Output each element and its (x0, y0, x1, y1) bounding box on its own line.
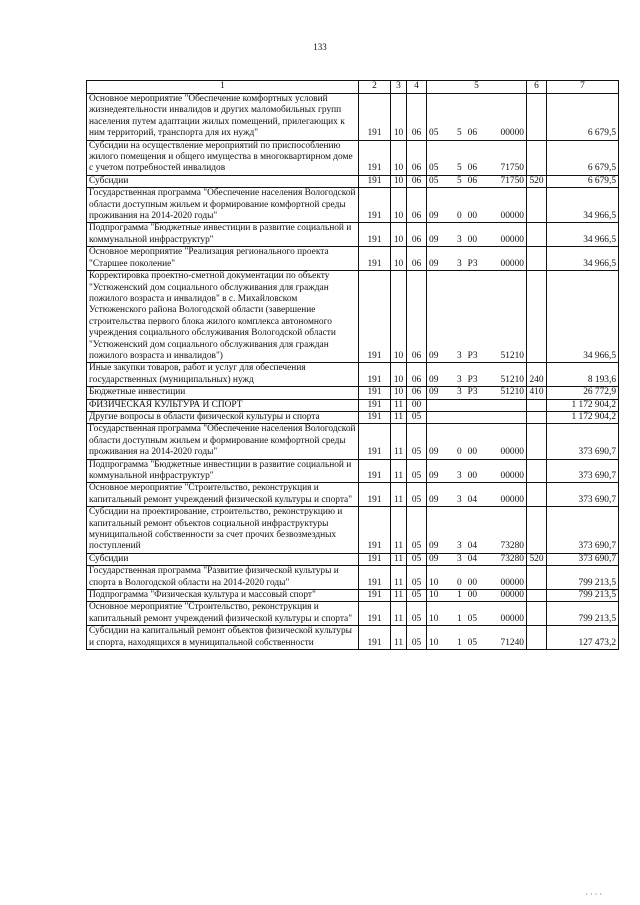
row-name: Субсидии на капитальный ремонт объектов физической культуры и спорта, находящихся в муниципальной собственности (87, 626, 359, 650)
target-subprogram: 3 (456, 374, 462, 385)
target-subprogram: 1 (456, 613, 462, 624)
row-admin-code: 191 (359, 140, 391, 175)
row-section-code: 10 (391, 94, 407, 141)
row-name: ФИЗИЧЕСКАЯ КУЛЬТУРА И СПОРТ (87, 399, 359, 411)
row-section-code: 10 (391, 387, 407, 399)
row-subsection-code: 06 (407, 363, 427, 387)
col-header-2: 2 (359, 81, 391, 94)
row-name: Субсидии (87, 553, 359, 565)
target-direction: 00000 (500, 128, 524, 139)
col-header-7: 7 (547, 81, 619, 94)
target-program: 09 (429, 258, 439, 269)
row-target-article (427, 602, 527, 626)
target-event: 04 (467, 553, 478, 564)
row-subsection-code: 05 (407, 602, 427, 626)
target-article-parts (429, 578, 524, 589)
row-expense-type (527, 424, 547, 459)
row-target-article (427, 626, 527, 650)
row-subsection-code: 05 (407, 411, 427, 423)
row-admin-code: 191 (359, 188, 391, 223)
row-section-code: 11 (391, 411, 407, 423)
target-subprogram: 1 (456, 590, 462, 601)
table-row (87, 223, 619, 247)
row-subsection-code: 06 (407, 94, 427, 141)
row-name: Субсидии на проектирование, строительство, реконструкцию и капитальный ремонт объектов социальной инфраструктуры муниципальной собственности за счет прочих безвозмездных поступлений (87, 507, 359, 554)
row-expense-type (527, 459, 547, 483)
row-admin-code: 191 (359, 566, 391, 590)
row-amount: 373 690,7 (547, 459, 619, 483)
col-header-5: 5 (427, 81, 527, 94)
target-subprogram: 3 (456, 553, 462, 564)
row-expense-type (527, 271, 547, 363)
target-subprogram: 1 (456, 637, 462, 648)
row-admin-code: 191 (359, 602, 391, 626)
row-admin-code: 191 (359, 247, 391, 271)
target-subprogram: 3 (456, 234, 462, 245)
row-target-article (427, 387, 527, 399)
target-article-parts (429, 235, 524, 246)
table-row (87, 507, 619, 554)
row-name: Государственная программа "Обеспечение населения Вологодской области доступным жильем и формирование комфортной среды проживания на 2014-2020 годы" (87, 188, 359, 223)
page-corner-mark: · · · · (585, 890, 602, 899)
row-name: Государственная программа "Обеспечение населения Вологодской области доступным жильем и формирование комфортной среды проживания на 2014-2020 годы" (87, 424, 359, 459)
table-row (87, 271, 619, 363)
target-subprogram: 3 (456, 471, 462, 481)
row-amount: 373 690,7 (547, 483, 619, 507)
row-section-code: 11 (391, 507, 407, 554)
target-event: 00 (467, 471, 478, 481)
row-expense-type (527, 223, 547, 247)
target-direction: 51210 (500, 350, 524, 361)
table-row (87, 626, 619, 650)
target-program: 10 (429, 577, 439, 588)
row-section-code: 10 (391, 175, 407, 187)
row-amount: 8 193,6 (547, 363, 619, 387)
row-amount: 6 679,5 (547, 175, 619, 187)
row-target-article (427, 483, 527, 507)
row-expense-type (527, 411, 547, 423)
target-event: 05 (467, 613, 478, 624)
row-name: Субсидии (87, 175, 359, 187)
target-direction: 00000 (500, 234, 524, 245)
row-name: Основное мероприятие "Строительство, реконструкция и капитальный ремонт учреждений физической культуры и спорта" (87, 602, 359, 626)
row-expense-type (527, 590, 547, 602)
table-row (87, 590, 619, 602)
target-event: 06 (467, 175, 478, 186)
row-subsection-code: 05 (407, 590, 427, 602)
target-article-parts (429, 590, 524, 601)
row-amount: 799 213,5 (547, 566, 619, 590)
row-amount: 373 690,7 (547, 507, 619, 554)
row-amount: 26 772,9 (547, 387, 619, 399)
table-row (87, 483, 619, 507)
target-direction: 00000 (500, 447, 524, 458)
target-program: 09 (429, 447, 439, 458)
row-expense-type: 410 (527, 387, 547, 399)
table-row (87, 459, 619, 483)
table-row (87, 175, 619, 187)
row-admin-code: 191 (359, 483, 391, 507)
row-subsection-code: 06 (407, 188, 427, 223)
target-article-parts (429, 128, 524, 139)
target-event: P3 (467, 374, 478, 385)
table-row (87, 411, 619, 423)
row-expense-type: 520 (527, 175, 547, 187)
row-name: Бюджетные инвестиции (87, 387, 359, 399)
row-target-article (427, 271, 527, 363)
row-subsection-code: 05 (407, 483, 427, 507)
row-section-code: 10 (391, 223, 407, 247)
target-event: 00 (467, 211, 478, 222)
row-amount: 34 966,5 (547, 247, 619, 271)
target-direction: 51210 (500, 374, 524, 385)
target-direction: 00000 (500, 613, 524, 624)
target-article-parts (429, 163, 524, 174)
target-article-parts (429, 211, 524, 222)
row-admin-code: 191 (359, 94, 391, 141)
target-subprogram: 3 (456, 387, 462, 398)
row-name: Иные закупки товаров, работ и услуг для обеспечения государственных (муниципальных) нужд (87, 363, 359, 387)
row-expense-type (527, 626, 547, 650)
target-program: 09 (429, 374, 439, 385)
table-row (87, 399, 619, 411)
target-article-parts (429, 259, 524, 270)
row-section-code: 11 (391, 626, 407, 650)
table-row (87, 94, 619, 141)
row-section-code: 11 (391, 553, 407, 565)
target-subprogram: 5 (456, 128, 462, 139)
col-header-1: 1 (87, 81, 359, 94)
row-section-code: 10 (391, 271, 407, 363)
row-name: Государственная программа "Развитие физической культуры и спорта в Вологодской области на 2014-2020 годы" (87, 566, 359, 590)
target-direction: 00000 (500, 258, 524, 269)
row-section-code: 10 (391, 140, 407, 175)
page-number: 133 (313, 42, 327, 52)
row-target-article (427, 247, 527, 271)
row-target-article (427, 140, 527, 175)
target-article-parts (429, 554, 524, 565)
table-row (87, 363, 619, 387)
target-subprogram: 3 (456, 541, 462, 552)
target-direction: 00000 (500, 471, 524, 481)
target-program: 09 (429, 541, 439, 552)
target-event: 04 (467, 494, 478, 505)
target-event: P3 (467, 258, 478, 269)
row-subsection-code: 05 (407, 626, 427, 650)
target-program: 10 (429, 590, 439, 601)
target-subprogram: 0 (456, 577, 462, 588)
target-article-parts (429, 638, 524, 649)
target-event: 00 (467, 577, 478, 588)
row-target-article (427, 399, 527, 411)
target-article-parts (429, 387, 524, 398)
row-name: Подпрограмма "Бюджетные инвестиции в развитие социальной и коммунальной инфраструктур" (87, 459, 359, 483)
target-direction: 00000 (500, 211, 524, 222)
target-program: 05 (429, 128, 439, 139)
row-name: Субсидии на осуществление мероприятий по приспособлению жилого помещения и общего имущества в многоквартирном доме с учетом потребностей инвалидов (87, 140, 359, 175)
row-admin-code: 191 (359, 507, 391, 554)
row-admin-code: 191 (359, 424, 391, 459)
target-article-parts (429, 351, 524, 362)
row-expense-type (527, 399, 547, 411)
target-article-parts (429, 375, 524, 386)
row-target-article (427, 363, 527, 387)
row-amount: 1 172 904,2 (547, 411, 619, 423)
target-program: 10 (429, 637, 439, 648)
target-event: 00 (467, 447, 478, 458)
target-article-parts (429, 495, 524, 506)
row-expense-type (527, 566, 547, 590)
row-name: Подпрограмма "Физическая культура и массовый спорт" (87, 590, 359, 602)
row-subsection-code: 06 (407, 223, 427, 247)
row-section-code: 10 (391, 188, 407, 223)
row-subsection-code: 05 (407, 459, 427, 483)
row-expense-type: 520 (527, 553, 547, 565)
row-subsection-code: 00 (407, 399, 427, 411)
row-amount: 34 966,5 (547, 223, 619, 247)
row-amount: 799 213,5 (547, 590, 619, 602)
row-section-code: 10 (391, 363, 407, 387)
row-name: Корректировка проектно-сметной документации по объекту "Устюженский дом социального обслуживания для граждан пожилого возраста и инвалидов" в с. Михайловском Устюженского района Вологодской области (завершение строительства первого блока жилого комплекса автономного учреждения социального обслуживания Вологодской области "Устюженский дом социального обслуживания для граждан пожилого возраста и инвалидов") (87, 271, 359, 363)
row-admin-code: 191 (359, 363, 391, 387)
target-article-parts (429, 447, 524, 458)
target-event: 05 (467, 637, 478, 648)
target-article-parts (429, 176, 524, 187)
row-admin-code: 191 (359, 387, 391, 399)
row-expense-type (527, 483, 547, 507)
row-name: Другие вопросы в области физической культуры и спорта (87, 411, 359, 423)
target-program: 09 (429, 471, 439, 481)
table-row (87, 140, 619, 175)
row-target-article (427, 553, 527, 565)
row-admin-code: 191 (359, 459, 391, 483)
row-expense-type (527, 140, 547, 175)
target-event: 00 (467, 590, 478, 601)
row-subsection-code: 06 (407, 140, 427, 175)
row-subsection-code: 06 (407, 175, 427, 187)
row-admin-code: 191 (359, 223, 391, 247)
row-subsection-code: 06 (407, 271, 427, 363)
row-subsection-code: 05 (407, 507, 427, 554)
row-target-article (427, 223, 527, 247)
row-name: Основное мероприятие "Строительство, реконструкция и капитальный ремонт учреждений физической культуры и спорта" (87, 483, 359, 507)
row-target-article (427, 411, 527, 423)
row-target-article (427, 188, 527, 223)
budget-table (86, 80, 619, 650)
row-amount: 1 172 904,2 (547, 399, 619, 411)
col-header-3: 3 (391, 81, 407, 94)
target-event: 04 (467, 541, 478, 552)
target-program: 05 (429, 163, 439, 174)
row-expense-type (527, 247, 547, 271)
target-article-parts (429, 471, 524, 482)
row-expense-type: 240 (527, 363, 547, 387)
row-target-article (427, 94, 527, 141)
row-amount: 34 966,5 (547, 188, 619, 223)
target-article-parts (429, 541, 524, 552)
target-direction: 71240 (500, 637, 524, 648)
row-target-article (427, 507, 527, 554)
row-section-code: 11 (391, 590, 407, 602)
row-subsection-code: 05 (407, 424, 427, 459)
row-subsection-code: 06 (407, 247, 427, 271)
target-program: 09 (429, 211, 439, 222)
row-section-code: 11 (391, 399, 407, 411)
target-program: 09 (429, 494, 439, 505)
target-subprogram: 3 (456, 350, 462, 361)
row-target-article (427, 459, 527, 483)
row-section-code: 10 (391, 247, 407, 271)
table-row (87, 602, 619, 626)
row-expense-type (527, 602, 547, 626)
target-subprogram: 3 (456, 258, 462, 269)
row-admin-code: 191 (359, 411, 391, 423)
row-admin-code: 191 (359, 553, 391, 565)
target-article-parts (429, 614, 524, 625)
row-amount: 373 690,7 (547, 553, 619, 565)
target-event: P3 (467, 350, 478, 361)
target-subprogram: 5 (456, 175, 462, 186)
target-subprogram: 0 (456, 447, 462, 458)
row-section-code: 11 (391, 459, 407, 483)
header-row (87, 81, 619, 94)
target-program: 09 (429, 553, 439, 564)
row-admin-code: 191 (359, 271, 391, 363)
table-row (87, 387, 619, 399)
target-event: 00 (467, 234, 478, 245)
target-program: 09 (429, 234, 439, 245)
table-row (87, 247, 619, 271)
row-target-article (427, 424, 527, 459)
row-section-code: 11 (391, 566, 407, 590)
row-admin-code: 191 (359, 175, 391, 187)
table-row (87, 553, 619, 565)
target-program: 09 (429, 350, 439, 361)
row-expense-type (527, 507, 547, 554)
row-amount: 127 473,2 (547, 626, 619, 650)
target-direction: 00000 (500, 577, 524, 588)
row-expense-type (527, 94, 547, 141)
target-subprogram: 3 (456, 494, 462, 505)
row-amount: 373 690,7 (547, 424, 619, 459)
row-amount: 34 966,5 (547, 271, 619, 363)
row-section-code: 11 (391, 483, 407, 507)
target-direction: 71750 (500, 175, 524, 186)
row-admin-code: 191 (359, 399, 391, 411)
table-row (87, 566, 619, 590)
row-expense-type (527, 188, 547, 223)
row-name: Подпрограмма "Бюджетные инвестиции в развитие социальной и коммунальной инфраструктур" (87, 223, 359, 247)
row-name: Основное мероприятие "Обеспечение комфортных условий жизнедеятельности инвалидов и других маломобильных групп населения путем адаптации жилых помещений, прилегающих к ним территорий, транспорта для их нужд" (87, 94, 359, 141)
target-direction: 00000 (500, 590, 524, 601)
row-amount: 6 679,5 (547, 140, 619, 175)
target-program: 10 (429, 613, 439, 624)
target-direction: 51210 (500, 387, 524, 398)
row-amount: 799 213,5 (547, 602, 619, 626)
col-header-6: 6 (527, 81, 547, 94)
row-subsection-code: 05 (407, 553, 427, 565)
row-subsection-code: 05 (407, 566, 427, 590)
table-body (87, 94, 619, 650)
row-subsection-code: 06 (407, 387, 427, 399)
row-section-code: 11 (391, 602, 407, 626)
row-target-article (427, 566, 527, 590)
col-header-4: 4 (407, 81, 427, 94)
target-direction: 71750 (500, 163, 524, 174)
table-row (87, 188, 619, 223)
target-direction: 00000 (500, 494, 524, 505)
row-section-code: 11 (391, 424, 407, 459)
target-program: 05 (429, 175, 439, 186)
target-direction: 73280 (500, 541, 524, 552)
target-subprogram: 5 (456, 163, 462, 174)
target-subprogram: 0 (456, 211, 462, 222)
row-admin-code: 191 (359, 626, 391, 650)
target-direction: 73280 (500, 553, 524, 564)
table-row (87, 424, 619, 459)
target-program: 09 (429, 387, 439, 398)
target-event: 06 (467, 163, 478, 174)
row-name: Основное мероприятие "Реализация регионального проекта "Старшее поколение" (87, 247, 359, 271)
row-target-article (427, 175, 527, 187)
row-target-article (427, 590, 527, 602)
row-amount: 6 679,5 (547, 94, 619, 141)
target-event: P3 (467, 387, 478, 398)
target-event: 06 (467, 128, 478, 139)
row-admin-code: 191 (359, 590, 391, 602)
